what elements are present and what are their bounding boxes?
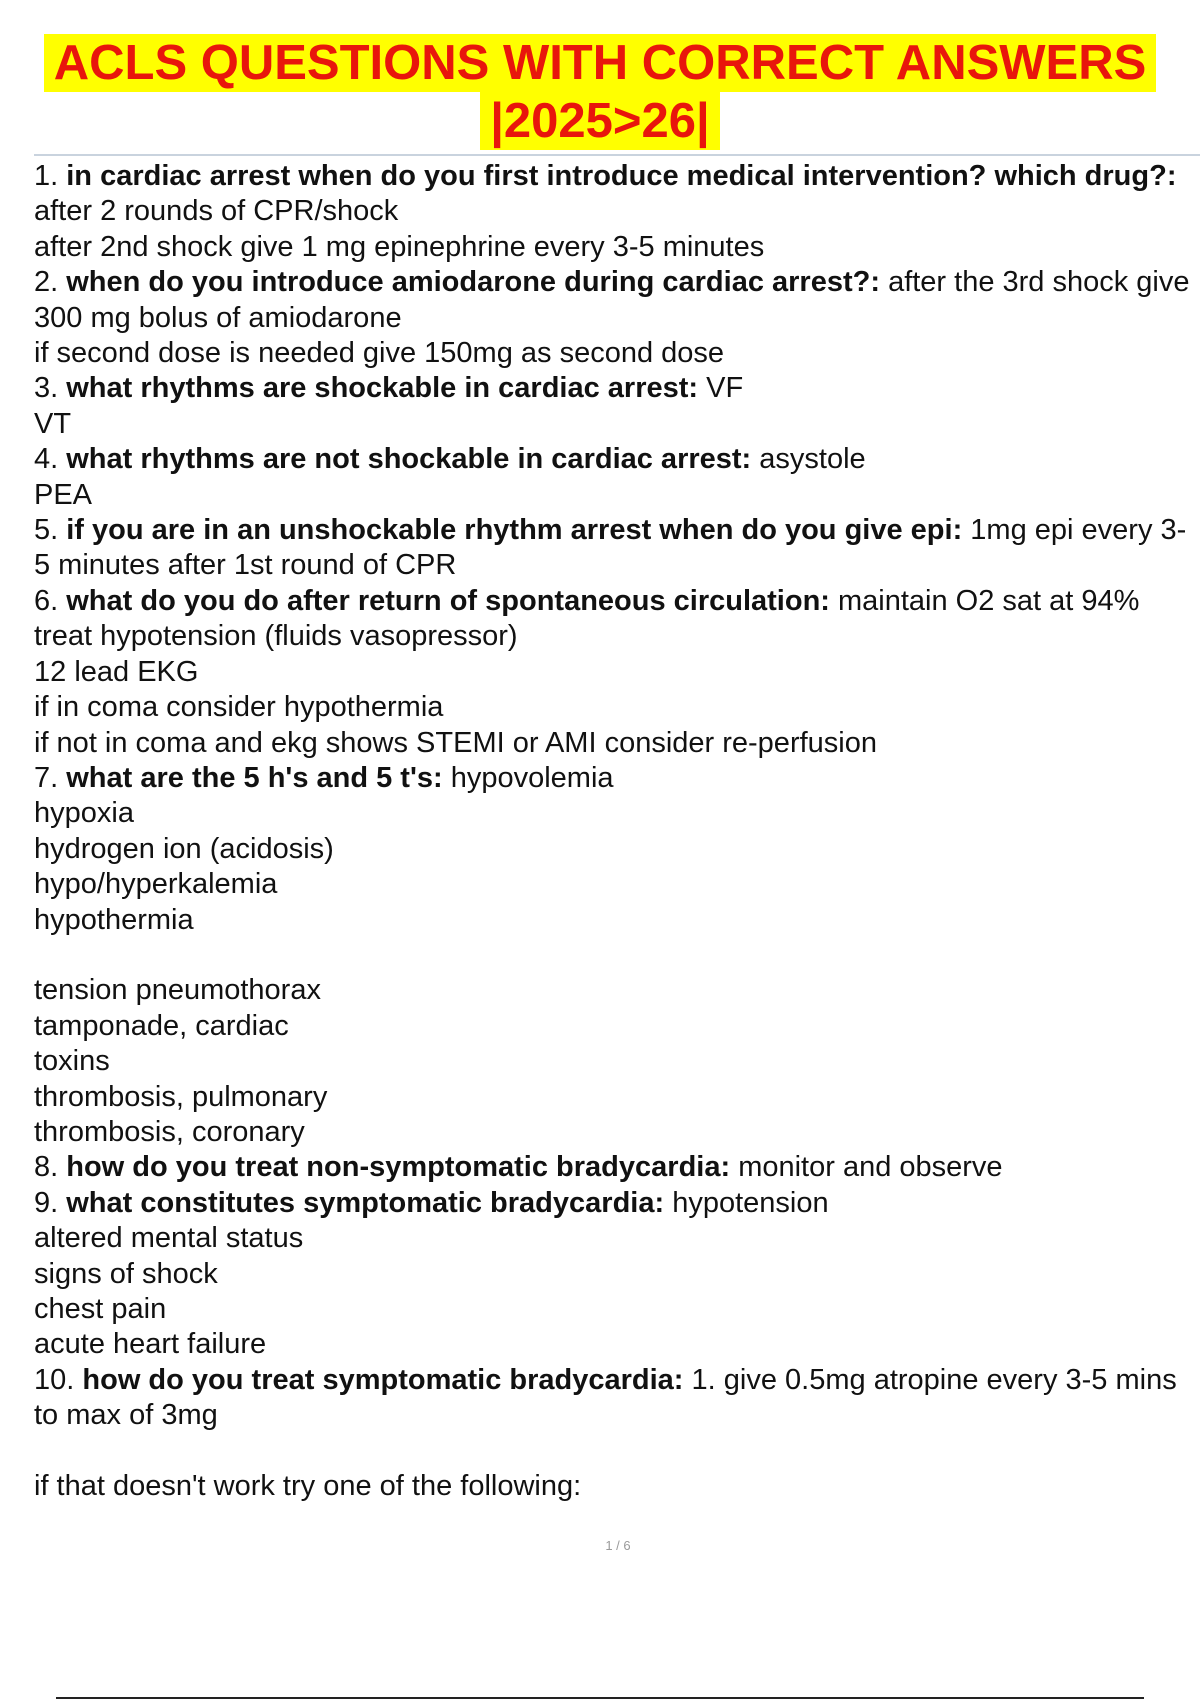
answer-text: after 2 rounds of CPR/shock — [34, 195, 399, 228]
blank-line — [34, 1434, 1200, 1469]
answer-line: hydrogen ion (acidosis) — [34, 832, 334, 865]
qa-item-8 — [34, 1150, 1200, 1185]
qa-item-6 — [34, 584, 1200, 761]
blank-line — [34, 938, 1200, 973]
answer-line: 12 lead EKG — [34, 655, 199, 688]
item-number: 8. — [34, 1151, 59, 1184]
answer-line: hypothermia — [34, 903, 194, 936]
item-number: 1. — [34, 160, 59, 192]
answer-text: after the 3rd shock give 300 mg bolus of amiodarone — [34, 266, 1198, 334]
answer-text: 1. give 0.5mg atropine every 3-5 mins to max of 3mg — [34, 1363, 1185, 1432]
qa-list — [34, 159, 1200, 1504]
answer-line: signs of shock — [34, 1257, 218, 1290]
qa-item-2 — [34, 265, 1200, 371]
item-number: 9. — [34, 1186, 59, 1219]
answer-line: if not in coma and ekg shows STEMI or AMI consider re-perfusion — [34, 726, 877, 759]
footer-rule — [56, 1697, 1144, 1699]
answer-text: VF — [706, 372, 744, 405]
item-number: 3. — [34, 372, 59, 405]
title-line-2: |2025>26| — [480, 92, 720, 150]
question-text: what are the 5 h's and 5 t's: — [66, 761, 443, 794]
qa-item-3 — [34, 371, 1200, 442]
question-text: what rhythms are not shockable in cardiac arrest: — [66, 443, 752, 476]
answer-line: treat hypotension (fluids vasopressor) — [34, 620, 518, 653]
item-number: 10. — [34, 1363, 75, 1396]
answer-line: after 2nd shock give 1 mg epinephrine every 3-5 minutes — [34, 230, 765, 263]
title-divider — [34, 154, 1200, 156]
answer-line: chest pain — [34, 1292, 167, 1325]
answer-line: altered mental status — [34, 1222, 304, 1255]
document-title — [0, 34, 1200, 150]
item-number: 5. — [34, 514, 59, 547]
answer-line: VT — [34, 407, 72, 440]
answer-line: toxins — [34, 1045, 110, 1078]
answer-line: if that doesn't work try one of the following: — [34, 1470, 582, 1502]
answer-line: acute heart failure — [34, 1328, 267, 1361]
answer-text: monitor and observe — [738, 1151, 1003, 1184]
answer-line: tension pneumothorax — [34, 974, 321, 1007]
question-text: what constitutes symptomatic bradycardia: — [66, 1186, 665, 1219]
qa-item-4 — [34, 442, 1200, 513]
page-number: 1 / 6 — [605, 1538, 631, 1553]
question-text: how do you treat symptomatic bradycardia: — [82, 1363, 684, 1396]
answer-line: thrombosis, pulmonary — [34, 1080, 328, 1113]
answer-line: thrombosis, coronary — [34, 1115, 305, 1148]
answer-text: 1mg epi every 3-5 minutes after 1st round of CPR — [34, 514, 1187, 582]
answer-text: hypotension — [672, 1186, 829, 1219]
answer-line: hypoxia — [34, 797, 134, 830]
item-number: 4. — [34, 443, 59, 476]
item-number: 6. — [34, 584, 59, 617]
answer-text: maintain O2 sat at 94% — [838, 584, 1140, 617]
answer-line: if second dose is needed give 150mg as second dose — [34, 337, 725, 370]
qa-item-10 — [34, 1363, 1200, 1505]
qa-item-1 — [34, 159, 1200, 265]
answer-line: hypo/hyperkalemia — [34, 868, 278, 901]
item-number: 7. — [34, 761, 59, 794]
qa-item-5 — [34, 513, 1200, 584]
question-text: when do you introduce amiodarone during cardiac arrest?: — [66, 266, 880, 299]
question-text: what rhythms are shockable in cardiac arrest: — [66, 372, 699, 405]
item-number: 2. — [34, 266, 59, 299]
question-text: how do you treat non-symptomatic bradycardia: — [66, 1151, 731, 1184]
qa-item-7 — [34, 761, 1200, 1150]
answer-line: if in coma consider hypothermia — [34, 691, 444, 724]
answer-text: asystole — [759, 443, 866, 476]
qa-item-9 — [34, 1186, 1200, 1363]
title-line-1: ACLS QUESTIONS WITH CORRECT ANSWERS — [44, 34, 1157, 92]
question-text: if you are in an unshockable rhythm arrest when do you give epi: — [66, 514, 963, 547]
answer-text: hypovolemia — [450, 761, 614, 794]
question-text: in cardiac arrest when do you first introduce medical intervention? which drug?: — [66, 160, 1177, 192]
answer-line: PEA — [34, 478, 93, 511]
question-text: what do you do after return of spontaneous circulation: — [66, 584, 830, 617]
answer-line: tamponade, cardiac — [34, 1009, 289, 1042]
